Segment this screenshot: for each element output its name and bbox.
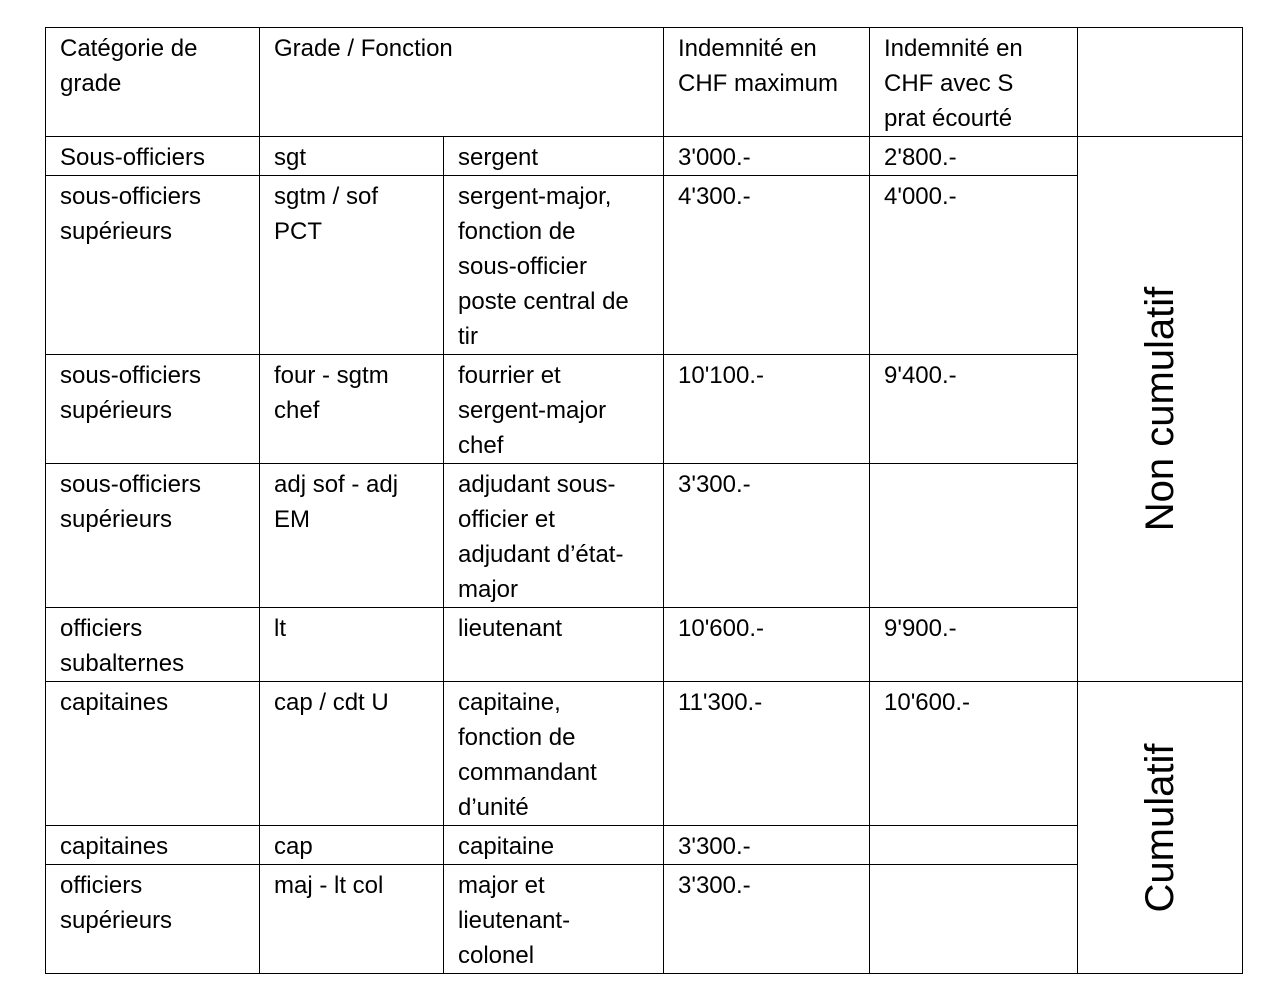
cell-grade: adj sof - adj EM — [260, 464, 444, 608]
cell-max: 3'000.- — [664, 137, 870, 176]
table-row — [46, 608, 1243, 682]
cell-max: 10'600.- — [664, 608, 870, 682]
cell-function: major et lieutenant- colonel — [444, 865, 664, 974]
cell-grade: lt — [260, 608, 444, 682]
header-remark — [1078, 28, 1243, 137]
group-cumulative-label: Cumulatif — [1138, 743, 1183, 912]
cell-category: officiers subalternes — [46, 608, 260, 682]
cell-shortened — [870, 865, 1078, 974]
cell-grade: sgt — [260, 137, 444, 176]
cell-max: 4'300.- — [664, 176, 870, 355]
header-max-chf: Indemnité en CHF maximum — [664, 28, 870, 137]
table-row — [46, 865, 1243, 974]
cell-function: capitaine — [444, 826, 664, 865]
cell-shortened: 2'800.- — [870, 137, 1078, 176]
header-shortened-chf: Indemnité en CHF avec S prat écourté — [870, 28, 1078, 137]
cell-shortened — [870, 464, 1078, 608]
cell-shortened: 9'400.- — [870, 355, 1078, 464]
cell-category: sous-officiers supérieurs — [46, 176, 260, 355]
group-cumulative — [1078, 682, 1243, 974]
cell-shortened: 9'900.- — [870, 608, 1078, 682]
cell-shortened — [870, 826, 1078, 865]
cell-function: capitaine, fonction de commandant d’unité — [444, 682, 664, 826]
cell-category: sous-officiers supérieurs — [46, 464, 260, 608]
table-row — [46, 137, 1243, 176]
cell-max: 3'300.- — [664, 464, 870, 608]
cell-max: 3'300.- — [664, 826, 870, 865]
cell-function: lieutenant — [444, 608, 664, 682]
allowance-table — [45, 27, 1243, 974]
group-non-cumulative — [1078, 137, 1243, 682]
cell-category: officiers supérieurs — [46, 865, 260, 974]
cell-shortened: 4'000.- — [870, 176, 1078, 355]
header-row — [46, 28, 1243, 137]
cell-shortened: 10'600.- — [870, 682, 1078, 826]
cell-grade: cap / cdt U — [260, 682, 444, 826]
cell-grade: four - sgtm chef — [260, 355, 444, 464]
table-row — [46, 826, 1243, 865]
cell-category: capitaines — [46, 826, 260, 865]
table-row — [46, 682, 1243, 826]
cell-category: sous-officiers supérieurs — [46, 355, 260, 464]
table-row — [46, 176, 1243, 355]
table-row — [46, 464, 1243, 608]
header-category: Catégorie de grade — [46, 28, 260, 137]
cell-grade: maj - lt col — [260, 865, 444, 974]
cell-grade: sgtm / sof PCT — [260, 176, 444, 355]
cell-category: Sous-officiers — [46, 137, 260, 176]
cell-function: sergent — [444, 137, 664, 176]
group-non-cumulative-label: Non cumulatif — [1138, 286, 1183, 532]
header-grade-function: Grade / Fonction — [260, 28, 664, 137]
cell-function: sergent-major, fonction de sous-officier poste central de tir — [444, 176, 664, 355]
cell-grade: cap — [260, 826, 444, 865]
cell-max: 11'300.- — [664, 682, 870, 826]
cell-max: 10'100.- — [664, 355, 870, 464]
cell-category: capitaines — [46, 682, 260, 826]
cell-function: fourrier et sergent-major chef — [444, 355, 664, 464]
cell-function: adjudant sous- officier et adjudant d’état- major — [444, 464, 664, 608]
cell-max: 3'300.- — [664, 865, 870, 974]
table-row — [46, 355, 1243, 464]
